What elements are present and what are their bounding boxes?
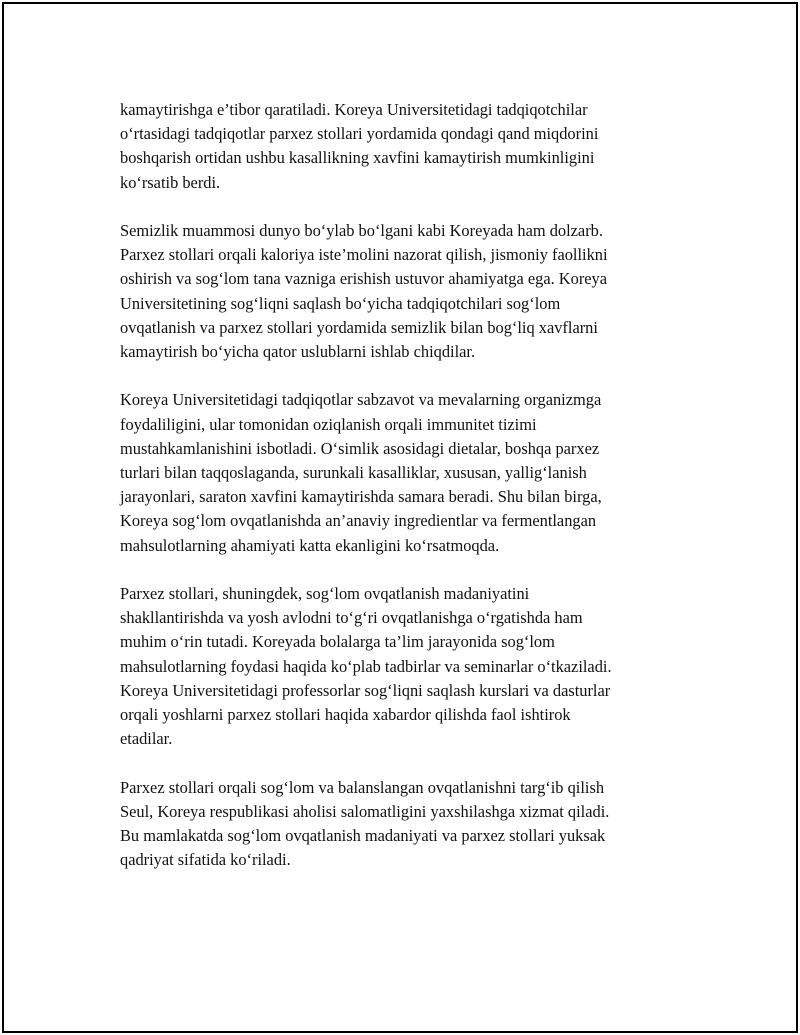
page-frame [2, 2, 798, 1033]
paragraph-2: Semizlik muammosi dunyo bo‘ylab bo‘lgani kabi Koreyada ham dolzarb. Parxez stollari orqali kaloriya iste’molini nazorat qilish, jismoniy faollikni oshirish va sog‘lom tana vazniga erishish ustuvor ahamiyatga ega. Koreya Universitetining sog‘liqni saqlash bo‘yicha tadqiqotchilari sog‘lom ovqatlanish va parxez stollari yordamida semizlik bilan bog‘liq xavflarni kamaytirish bo‘yicha qator uslublarni ishlab chiqdilar. [120, 221, 608, 362]
document-body [120, 98, 688, 897]
paragraph-1: kamaytirishga e’tibor qaratiladi. Koreya Universitetidagi tadqiqotchilar o‘rtasidagi tadqiqotlar parxez stollari yordamida qondagi qand miqdorini boshqarish ortidan ushbu kasallikning xavfini kamaytirish mumkinligini ko‘rsatib berdi. [120, 100, 599, 192]
paragraph-3: Koreya Universitetidagi tadqiqotlar sabzavot va mevalarning organizmga foydaliligini, ular tomonidan oziqlanish orqali immunitet tizimi mustahkamlanishini isbotladi. O‘simlik asosidagi dietalar, boshqa parxez turlari bilan taqqoslaganda, surunkali kasalliklar, xususan, yallig‘lanish jarayonlari, saraton xavfini kamaytirishda samara beradi. Shu bilan birga, Koreya sog‘lom ovqatlanishda an’anaviy ingredientlar va fermentlangan mahsulotlarning ahamiyati katta ekanligini ko‘rsatmoqda. [120, 390, 602, 555]
paragraph-4: Parxez stollari, shuningdek, sog‘lom ovqatlanish madaniyatini shakllantirishda va yosh avlodni to‘g‘ri ovqatlanishga o‘rgatishda ham muhim o‘rin tutadi. Koreyada bolalarga ta’lim jarayonida sog‘lom mahsulotlarning foydasi haqida ko‘plab tadbirlar va seminarlar o‘tkaziladi. Koreya Universitetidagi professorlar sog‘liqni saqlash kurslari va dasturlar orqali yoshlarni parxez stollari haqida xabardor qilishda faol ishtirok etadilar. [120, 584, 612, 749]
paragraph-5: Parxez stollari orqali sog‘lom va balanslangan ovqatlanishni targ‘ib qilish Seul, Koreya respublikasi aholisi salomatligini yaxshilashga xizmat qiladi. Bu mamlakatda sog‘lom ovqatlanish madaniyati va parxez stollari yuksak qadriyat sifatida ko‘riladi. [120, 777, 610, 870]
